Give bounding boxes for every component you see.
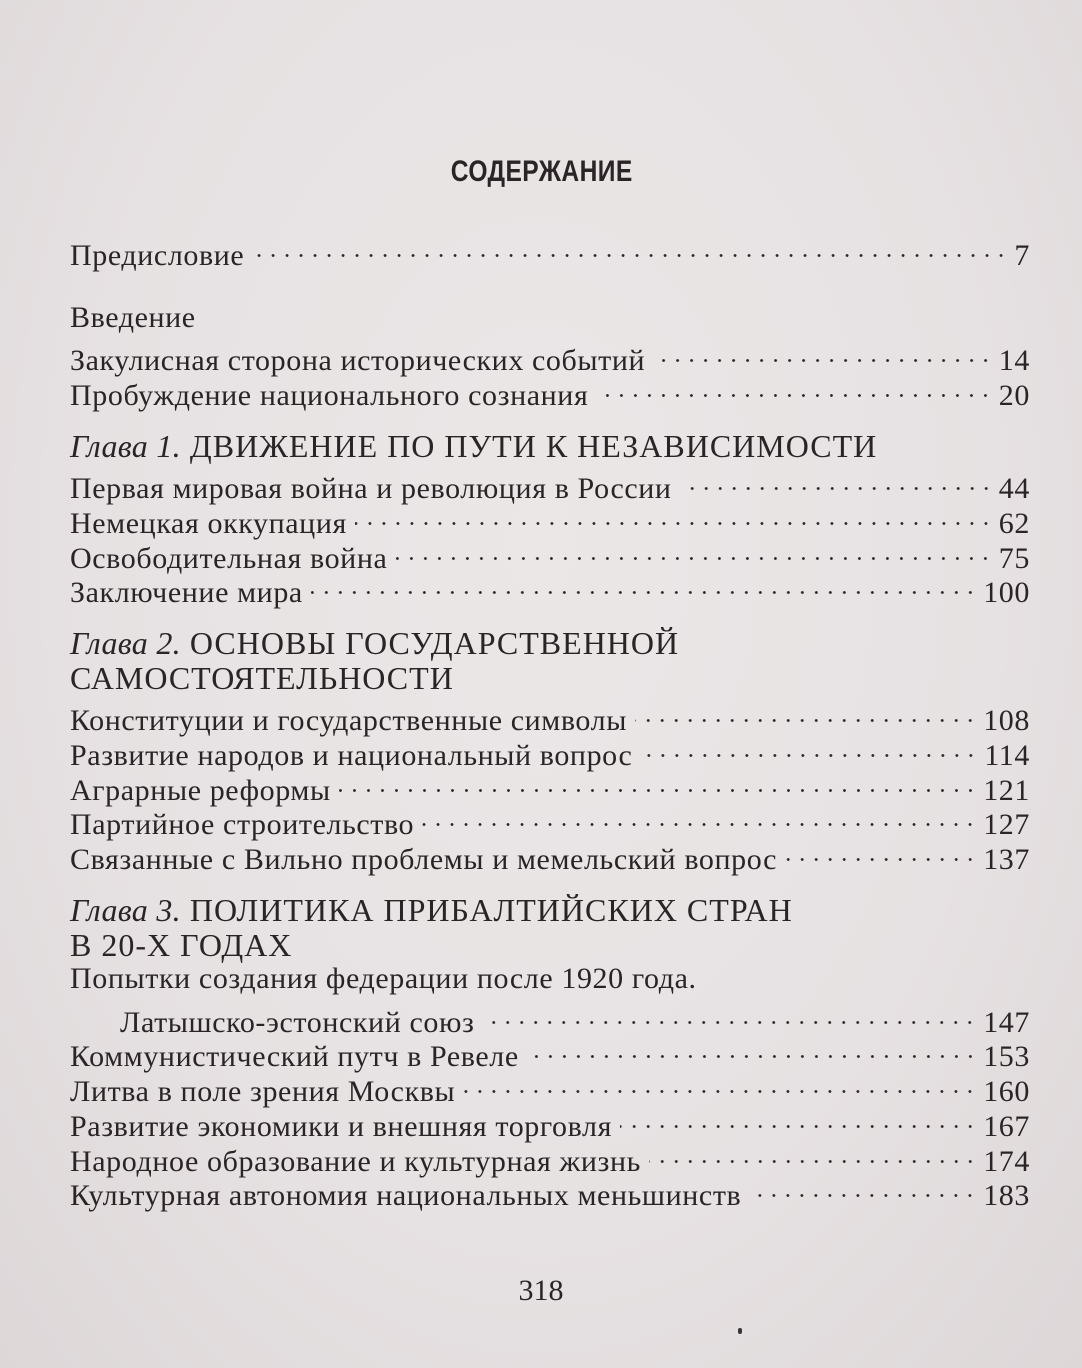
entry-title: Культурная автономия национальных меньшинств <box>70 1179 742 1213</box>
dot-leader <box>355 498 993 533</box>
entry-title: Первая мировая война и революция в России <box>70 472 672 506</box>
dot-leader <box>596 370 992 405</box>
dot-leader <box>640 730 978 765</box>
dot-leader <box>749 1171 977 1206</box>
entry-page: 147 <box>983 1005 1030 1039</box>
toc-entry <box>70 463 1030 506</box>
section-label-intro: Введение <box>70 300 196 334</box>
entry-page: 14 <box>998 344 1030 378</box>
chapter-heading-3 <box>70 893 1030 928</box>
dot-leader <box>339 765 977 800</box>
chapter-heading-2 <box>70 626 1030 661</box>
entry-title: Закулисная сторона исторических событий <box>70 344 646 378</box>
dot-leader <box>635 696 977 731</box>
chapter-heading-1 <box>70 429 1030 464</box>
chapter-heading-3-cont: В 20-Х ГОДАХ <box>70 926 293 963</box>
entry-title: Партийное строительство <box>70 808 415 842</box>
entry-title: Народное образование и культурная жизнь <box>70 1144 641 1178</box>
entry-title: Пробуждение национального сознания <box>70 378 589 412</box>
entry-page: 127 <box>983 808 1030 842</box>
entry-page: 167 <box>983 1109 1030 1143</box>
page-title: СОДЕРЖАНИЕ <box>450 155 633 188</box>
entry-page: 114 <box>984 738 1030 772</box>
entry-page: 62 <box>998 506 1030 540</box>
table-of-contents <box>70 230 1030 1213</box>
entry-title: Конституции и государственные символы <box>70 704 627 738</box>
dot-leader <box>252 230 1008 265</box>
entry-page: 7 <box>1014 238 1030 272</box>
entry-title: Освободительная война <box>70 541 388 575</box>
chapter-heading-2-cont: САМОСТОЯТЕЛЬНОСТИ <box>70 659 454 696</box>
page-number: 318 <box>518 1274 564 1307</box>
dot-leader <box>482 997 977 1032</box>
toc-entry-preface <box>70 230 1030 272</box>
entry-page: 121 <box>983 773 1030 807</box>
chapter-title: ДВИЖЕНИЕ ПО ПУТИ К НЕЗАВИСИМОСТИ <box>189 427 878 464</box>
entry-title: Аграрные реформы <box>70 773 331 807</box>
entry-page: 174 <box>983 1144 1030 1178</box>
entry-title: Немецкая оккупация <box>70 506 347 540</box>
toc-entry <box>70 335 1030 378</box>
entry-title: Коммунистический путч в Ревеле <box>70 1040 519 1074</box>
toc-entry <box>70 696 1030 738</box>
entry-page: 20 <box>998 378 1030 412</box>
dot-leader <box>527 1032 977 1067</box>
entry-title: Заключение мира <box>70 576 303 610</box>
dot-leader <box>649 1136 977 1171</box>
entry-page: 137 <box>983 843 1030 876</box>
dot-leader <box>680 463 993 498</box>
dot-leader <box>463 1066 977 1101</box>
entry-page: 183 <box>983 1179 1030 1213</box>
entry-page: 153 <box>983 1040 1030 1074</box>
chapter-title: ПОЛИТИКА ПРИБАЛТИЙСКИХ СТРАН <box>189 892 793 928</box>
dot-leader <box>311 568 977 603</box>
entry-title: Развитие народов и национальный вопрос <box>70 738 633 772</box>
dot-leader <box>653 335 993 370</box>
chapter-label: Глава 1. <box>70 427 181 464</box>
entry-title: Связанные с Вильно проблемы и мемельский вопрос <box>70 843 777 876</box>
dot-leader <box>620 1101 977 1136</box>
entry-page: 44 <box>998 472 1030 506</box>
entry-title: Предисловие <box>70 238 245 272</box>
entry-title: Литва в поле зрения Москвы <box>70 1075 456 1109</box>
show-through-text <box>80 6 1020 146</box>
entry-page: 100 <box>983 576 1030 610</box>
entry-page: 160 <box>983 1075 1030 1109</box>
entry-page: 108 <box>983 704 1030 738</box>
paper-speck <box>738 1328 742 1334</box>
dot-leader <box>422 800 977 835</box>
entry-title: Развитие экономики и внешняя торговля <box>70 1109 612 1143</box>
chapter-title: ОСНОВЫ ГОСУДАРСТВЕННОЙ <box>189 625 680 662</box>
entry-page: 75 <box>998 541 1030 575</box>
chapter-label: Глава 2. <box>70 625 181 662</box>
dot-leader <box>395 533 992 568</box>
entry-title: Латышско-эстонский союз <box>120 1005 475 1039</box>
toc-entry <box>70 997 1030 1039</box>
toc-entry-multiline-start: Попытки создания федерации после 1920 года. <box>70 962 697 996</box>
dot-leader <box>785 834 977 869</box>
chapter-label: Глава 3. <box>70 892 181 928</box>
